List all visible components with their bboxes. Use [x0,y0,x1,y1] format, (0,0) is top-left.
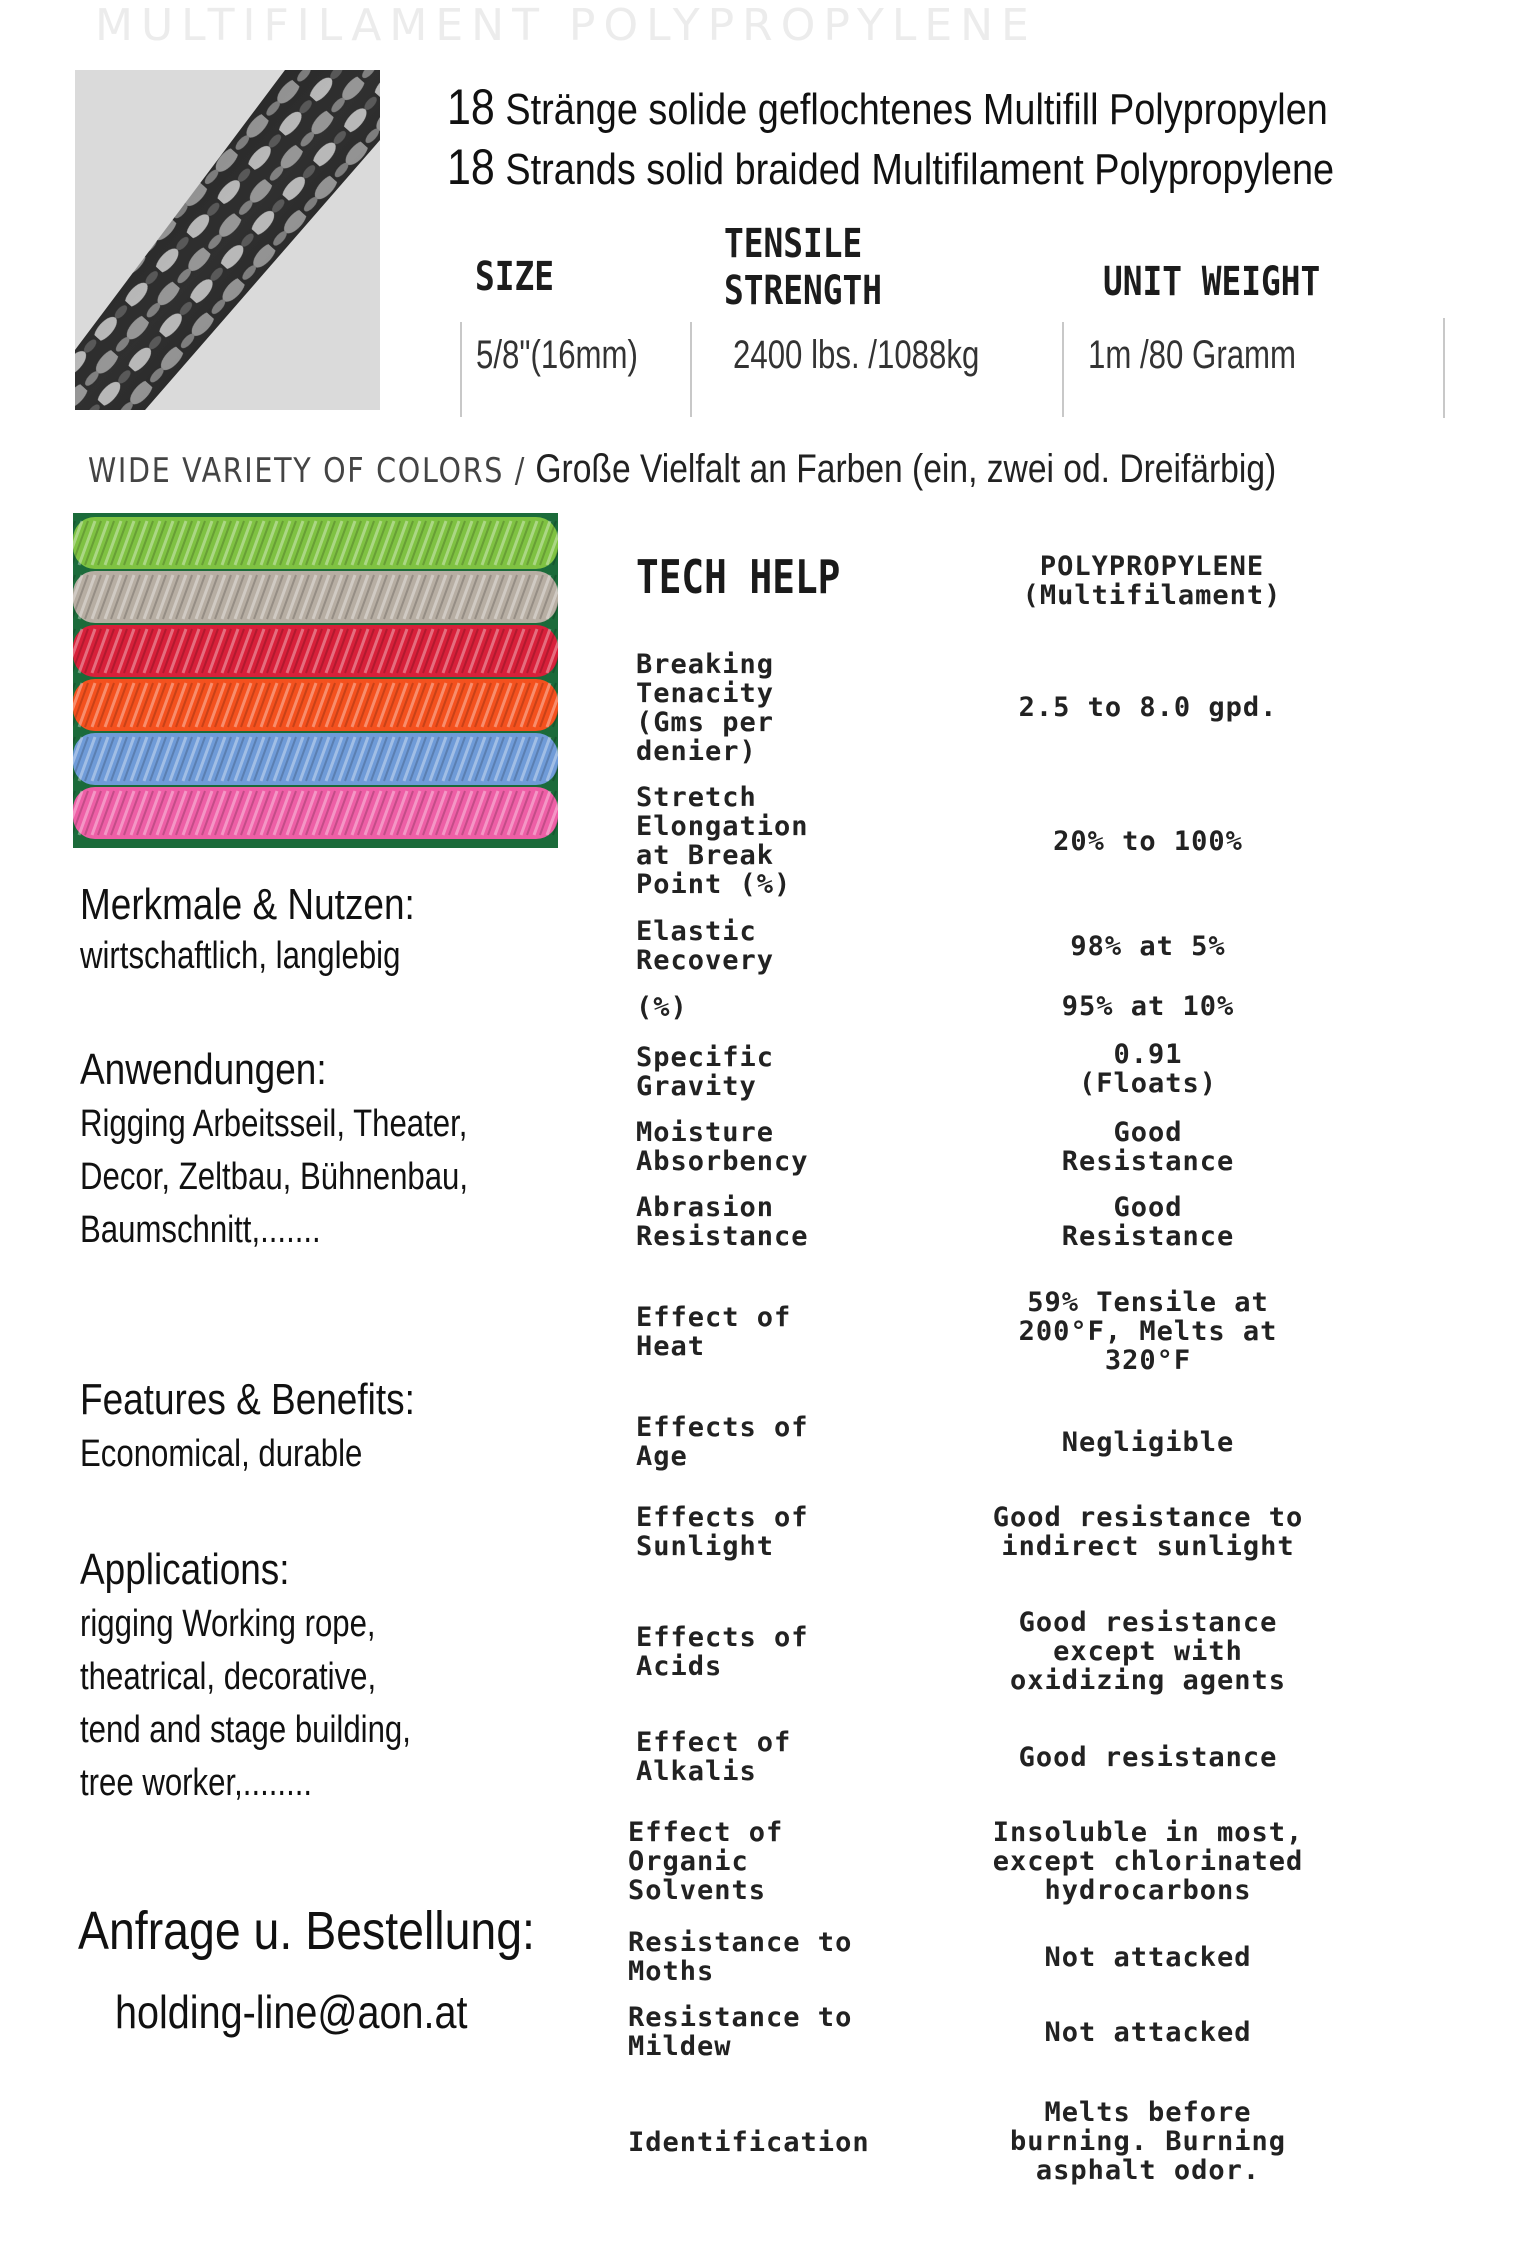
rope-band [73,571,558,623]
rope-band [73,787,558,839]
features-text: Economical, durable [80,1433,363,1475]
property-value: Good Resistance [1061,1192,1235,1252]
size-value: 5/8"(16mm) [476,333,638,377]
tensile-label-line1: TENSILE [724,221,863,267]
unit-weight-value: 1m /80 Gramm [1088,333,1297,377]
merkmale-heading: Merkmale & Nutzen: [80,880,415,929]
title-german [447,78,1328,136]
anwendungen-line: Rigging Arbeitsseil, Theater, [80,1103,468,1145]
contact-heading: Anfrage u. Bestellung: [78,1901,535,1961]
property-label: Stretch Elongation at Break Point (%) [636,782,809,900]
property-label: Effect of Heat [636,1302,792,1362]
property-value: Good resistance to indirect sunlight [992,1502,1304,1562]
property-value: Melts before burning. Burning asphalt odor. [1009,2097,1287,2186]
title-english [447,138,1334,196]
property-value: Insoluble in most, except chlorinated hydrocarbons [992,1817,1304,1906]
property-value: 0.91 (Floats) [1078,1039,1218,1099]
tech-help-title: TECH HELP [636,550,841,604]
property-value: Good resistance [1018,1742,1278,1773]
material-heading [952,552,1352,610]
colors-caption-german: Große Vielfalt an Farben (ein, zwei od. Dreifärbig) [526,447,1277,491]
rope-colors-drawing [73,513,558,848]
property-label: Identification [628,2127,870,2158]
contact-email[interactable]: holding-line@aon.at [115,1986,468,2038]
applications-line: rigging Working rope, [80,1603,376,1645]
property-value: Negligible [1061,1427,1235,1458]
anwendungen-heading: Anwendungen: [80,1045,327,1094]
property-value: 59% Tensile at 200°F, Melts at 320°F [1018,1287,1278,1376]
rope-band [73,517,558,569]
merkmale-text: wirtschaftlich, langlebig [80,935,401,977]
tensile-value: 2400 lbs. /1088kg [733,333,980,377]
property-label: Resistance to Moths [628,1927,853,1987]
property-value: Good Resistance [1061,1117,1235,1177]
property-value: 2.5 to 8.0 gpd. [1018,692,1278,723]
anwendungen-line: Decor, Zeltbau, Bühnenbau, [80,1156,469,1198]
material-type: (Multifilament) [1022,580,1282,611]
colors-caption [88,447,1276,492]
size-label: SIZE [475,254,554,300]
property-label: Abrasion Resistance [636,1192,809,1252]
spec-divider [1443,318,1445,418]
spec-divider [460,322,462,417]
applications-line: tend and stage building, [80,1709,411,1751]
rope-band [73,679,558,731]
property-value: 20% to 100% [1053,826,1243,857]
property-label: Elastic Recovery [636,916,775,976]
property-value: 98% at 5% [1070,931,1226,962]
title-english-count: 18 [447,139,495,195]
spec-divider [690,322,692,417]
property-label: Effects of Sunlight [636,1502,809,1562]
property-label: Effect of Organic Solvents [628,1817,784,1906]
applications-line: tree worker,........ [80,1762,313,1804]
applications-line: theatrical, decorative, [80,1656,377,1698]
unit-weight-label: UNIT WEIGHT [1103,259,1321,305]
property-value: Good resistance except with oxidizing agents [1009,1607,1287,1696]
applications-heading: Applications: [80,1545,290,1594]
features-heading: Features & Benefits: [80,1375,415,1424]
anwendungen-line: Baumschnitt,....... [80,1209,321,1251]
faded-header-text: MULTIFILAMENT POLYPROPYLENE [95,0,1037,51]
property-value: Not attacked [1044,2017,1252,2048]
property-label: Specific Gravity [636,1042,775,1102]
rope-closeup-drawing [75,70,380,410]
rope-colors-image [73,513,558,848]
title-english-text: Strands solid braided Multifilament Polypropylene [494,145,1335,194]
rope-closeup-image [75,70,380,410]
rope-band [73,625,558,677]
property-label: Effects of Age [636,1412,809,1472]
property-value: 95% at 10% [1061,991,1235,1022]
property-label: Resistance to Mildew [628,2002,853,2062]
tensile-label-line2: STRENGTH [724,268,882,314]
material-name: POLYPROPYLENE [1039,551,1265,582]
title-german-text: Stränge solide geflochtenes Multifill Polypropylen [494,85,1328,134]
spec-divider [1062,322,1064,417]
property-label: Breaking Tenacity (Gms per denier) [636,649,775,767]
property-label: Effects of Acids [636,1622,809,1682]
property-label: (%) [636,992,688,1023]
property-value: Not attacked [1044,1942,1252,1973]
rope-band [73,733,558,785]
colors-caption-english: WIDE VARIETY OF COLORS / [88,451,527,491]
property-label: Moisture Absorbency [636,1117,809,1177]
property-label: Effect of Alkalis [636,1727,792,1787]
title-german-count: 18 [447,79,495,135]
